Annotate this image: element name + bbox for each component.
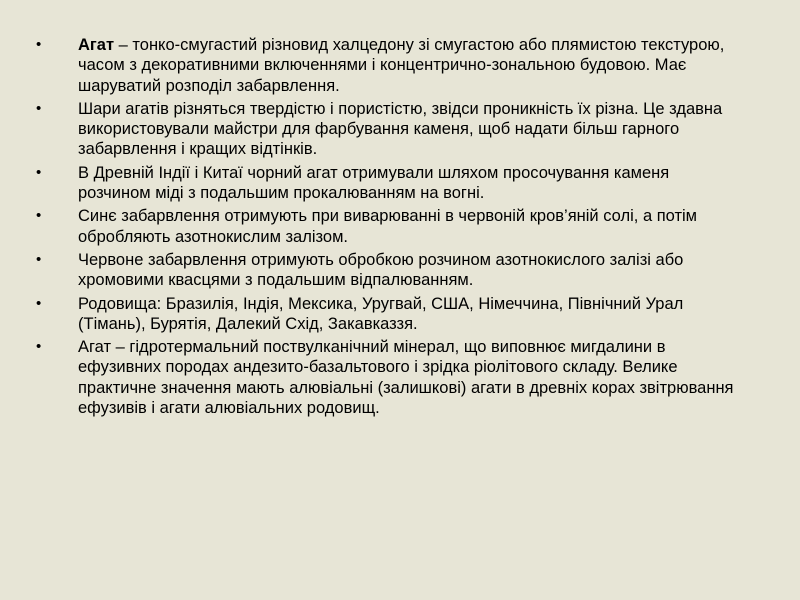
bullet-dot: • — [36, 36, 42, 53]
bullet-item-layers — [36, 99, 736, 160]
bullet-dot: • — [36, 163, 42, 181]
bullet-dot: • — [36, 338, 42, 356]
bullet-dot: • — [36, 99, 42, 117]
bullet-dot: • — [36, 250, 42, 268]
bullet-item-red-color — [36, 250, 736, 291]
bullet-text: Агат – гідротермальний поствулканічний мінерал, що виповнює мигдалини в ефузивних породах андезито-базальтового і зрідка ріолітового складу. Велике практичне значення мають алювіальні (залишкові) агати в древніх корах звітрювання ефузивів і агати алювіальних родовищ. — [78, 338, 734, 418]
bullet-text: В Древній Індії і Китаї чорний агат отримували шляхом просочування каменя розчином міді з подальшим прокалюванням на вогні. — [78, 163, 670, 203]
bullet-text: Синє забарвлення отримують при виварюванні в червоній кров’яній солі, а потім обробляють азотнокислим залізом. — [78, 207, 698, 246]
bullet-item-origin — [36, 337, 736, 418]
bullet-item-black-agate — [36, 163, 736, 204]
bullet-term: Агат — [78, 36, 115, 54]
bullet-item-agate-definition — [36, 35, 736, 96]
bullet-text: Червоне забарвлення отримують обробкою розчином азотнокислого залізі або хромовими квасцями з подальшим відпалюванням. — [78, 250, 684, 290]
bullet-item-blue-color — [36, 206, 736, 247]
bullet-list — [36, 35, 736, 421]
bullet-item-deposits — [36, 294, 736, 335]
bullet-text: Шари агатів різняться твердістю і пористістю, звідси проникність їх різна. Це здавна використовували майстри для фарбування каменя, щоб надати більш гарного забарвлення і кращих відтінків. — [78, 99, 723, 159]
bullet-dot: • — [36, 207, 42, 225]
bullet-text: Родовища: Бразилія, Індія, Мексика, Уругвай, США, Німеччина, Північний Урал (Тімань), Бурятія, Далекий Схід, Закавказзя. — [78, 294, 684, 333]
bullet-dot: • — [36, 294, 42, 312]
bullet-text: – тонко-смугастий різновид халцедону зі смугастою або плямистою текстурою, часом з декоративними включеннями і концентрично-зональною будовою. Має шаруватий розподіл забарвлення. — [78, 36, 725, 95]
